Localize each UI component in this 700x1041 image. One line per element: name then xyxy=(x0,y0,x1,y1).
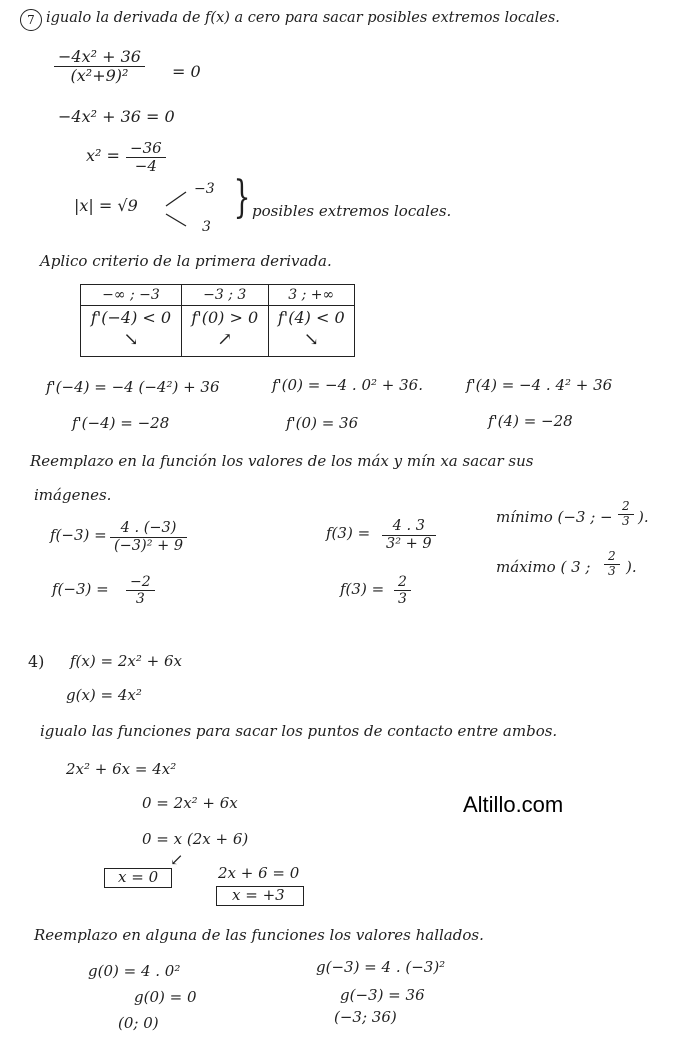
equation-step-2: −4x² + 36 = 0 xyxy=(58,107,175,126)
minimum-point-numerator: 2 xyxy=(618,500,634,515)
contact-point-2: (−3; 36) xyxy=(334,1008,397,1026)
replace-instruction-line-1: Reemplazo en la función los valores de los máx y mín xa sacar sus xyxy=(30,452,534,470)
maximum-point-close: ). xyxy=(626,558,637,576)
image-f-3-denominator: 3² + 9 xyxy=(386,535,432,552)
branch-arrow-up xyxy=(166,192,186,206)
minimum-point-close: ). xyxy=(638,508,649,526)
calc-f-prime-minus-4: f'(−4) = −4 (−4²) + 36 xyxy=(46,378,220,396)
g-of-minus-3-calc: g(−3) = 4 . (−3)² xyxy=(316,958,446,976)
derivative-equals-zero: = 0 xyxy=(172,62,201,81)
down-arrow-icon: ↘ xyxy=(123,329,139,350)
first-root: x = 0 xyxy=(118,868,159,886)
root-minus-three: −3 xyxy=(194,181,215,197)
interval-header-3: 3 ; +∞ xyxy=(268,285,355,306)
g-of-0-result: g(0) = 0 xyxy=(134,988,197,1006)
replace-instruction-line-2: imágenes. xyxy=(34,486,112,504)
absolute-value-root: |x| = √9 xyxy=(74,196,138,215)
down-arrow-icon: ↘ xyxy=(303,329,319,350)
image-f-minus-3-lhs: f(−3) = xyxy=(50,526,107,544)
function-g-definition: g(x) = 4x² xyxy=(66,686,142,704)
first-derivative-criterion: Aplico criterio de la primera derivada. xyxy=(40,252,332,270)
image-f-3-lhs: f(3) = xyxy=(326,524,371,542)
possible-extrema-note: posibles extremos locales. xyxy=(252,202,452,220)
image-f-3-result-lhs: f(3) = xyxy=(340,580,385,598)
equation-step-3-lhs: x² = xyxy=(86,146,120,165)
equation-rearranged: 0 = 2x² + 6x xyxy=(142,794,238,812)
result-f-prime-0: f'(0) = 36 xyxy=(286,414,359,432)
curly-brace: } xyxy=(233,172,251,223)
image-f-minus-3-numerator: 4 . (−3) xyxy=(110,520,187,538)
equation-equate: 2x² + 6x = 4x² xyxy=(66,760,177,778)
item-7-marker: 7 xyxy=(20,9,42,31)
interval-header-1: −∞ ; −3 xyxy=(81,285,182,306)
item-4-marker: 4) xyxy=(28,652,45,671)
maximum-point-denominator: 3 xyxy=(608,563,616,578)
item-7-intro: igualo la derivada de f(x) a cero para sacar posibles extremos locales. xyxy=(46,10,560,26)
image-f-minus-3-result-numerator: −2 xyxy=(126,574,155,591)
derivative-denominator: (x²+9)² xyxy=(70,66,129,86)
equation-factored: 0 = x (2x + 6) xyxy=(142,830,249,848)
maximum-point-label: máximo ( 3 ; xyxy=(496,558,591,576)
branch-arrow-down xyxy=(166,214,186,226)
result-f-prime-minus-4: f'(−4) = −28 xyxy=(72,414,170,432)
equation-step-3-numerator: −36 xyxy=(126,140,166,158)
replace-values-instruction: Reemplazo en alguna de las funciones los valores hallados. xyxy=(34,926,484,944)
function-f-definition: f(x) = 2x² + 6x xyxy=(70,652,182,670)
image-f-minus-3-result-lhs: f(−3) = xyxy=(52,580,109,598)
equate-functions-instruction: igualo las funciones para sacar los puntos de contacto entre ambos. xyxy=(40,722,558,740)
g-of-minus-3-result: g(−3) = 36 xyxy=(340,986,425,1004)
sign-cell-3-text: f'(4) < 0 xyxy=(277,308,345,327)
g-of-0-calc: g(0) = 4 . 0² xyxy=(88,962,181,980)
up-arrow-icon: ↗ xyxy=(217,329,233,350)
minimum-point-denominator: 3 xyxy=(622,513,630,528)
image-f-minus-3-result-denominator: 3 xyxy=(135,591,145,608)
interval-header-2: −3 ; 3 xyxy=(182,285,268,306)
sign-cell-1-text: f'(−4) < 0 xyxy=(90,308,172,327)
arrow-to-first-root-icon: ↙ xyxy=(170,850,184,869)
sign-cell-2-text: f'(0) > 0 xyxy=(191,308,259,327)
maximum-point-numerator: 2 xyxy=(604,550,620,565)
second-root: x = +3 xyxy=(232,886,285,904)
contact-point-1: (0; 0) xyxy=(118,1014,159,1032)
root-three: 3 xyxy=(202,219,211,235)
altillo-watermark: Altillo.com xyxy=(463,792,564,817)
image-f-3-numerator: 4 . 3 xyxy=(382,518,436,536)
calc-f-prime-4: f'(4) = −4 . 4² + 36 xyxy=(466,376,613,394)
equation-step-3-denominator: −4 xyxy=(134,157,157,176)
image-f-3-result-denominator: 3 xyxy=(398,591,407,608)
calc-f-prime-0: f'(0) = −4 . 0² + 36. xyxy=(272,376,423,394)
linear-factor-equation: 2x + 6 = 0 xyxy=(218,864,300,882)
result-f-prime-4: f'(4) = −28 xyxy=(488,412,573,430)
image-f-3-result-numerator: 2 xyxy=(394,574,411,591)
derivative-numerator: −4x² + 36 xyxy=(54,48,145,67)
image-f-minus-3-denominator: (−3)² + 9 xyxy=(114,537,184,554)
minimum-point-label: mínimo (−3 ; − xyxy=(496,508,613,526)
